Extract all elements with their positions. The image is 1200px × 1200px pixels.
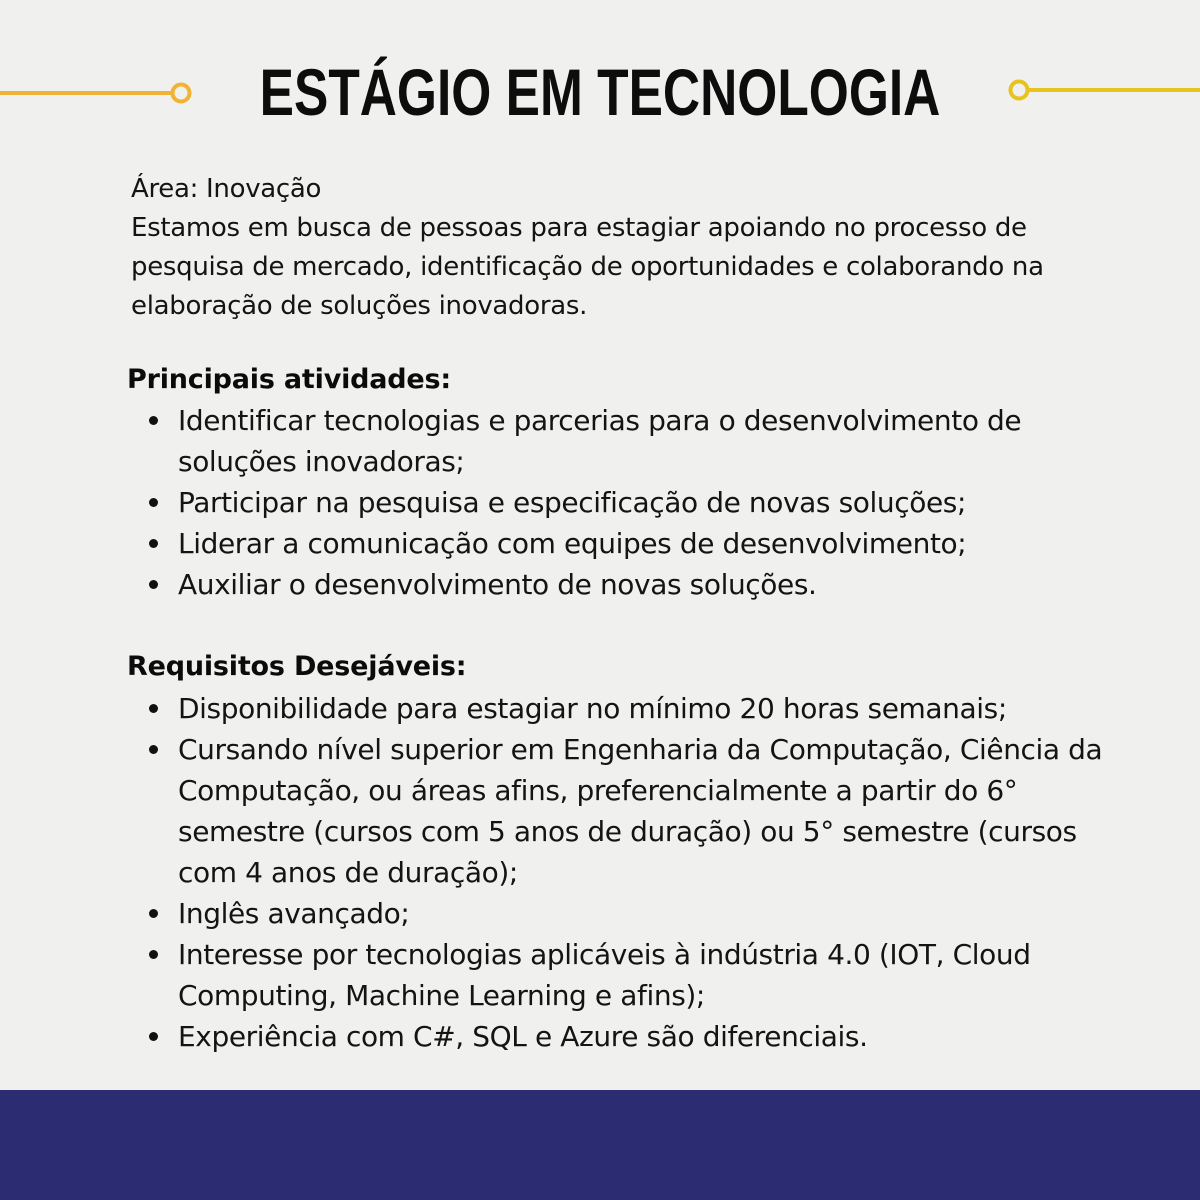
footer-band [0, 1090, 1200, 1200]
activities-list [146, 400, 1106, 605]
list-item [146, 482, 1106, 523]
requirements-list [146, 688, 1106, 1057]
bullet-dot-icon [149, 704, 158, 713]
list-item [146, 1016, 1106, 1057]
list-item [146, 729, 1106, 893]
list-item-text: Experiência com C#, SQL e Azure são diferenciais. [178, 1020, 868, 1053]
bullet-dot-icon [149, 950, 158, 959]
list-item [146, 523, 1106, 564]
list-item-text: Inglês avançado; [178, 897, 410, 930]
list-item-text: Auxiliar o desenvolvimento de novas soluções. [178, 568, 817, 601]
activities-heading: Principais atividades: [127, 364, 452, 395]
list-item-text: Participar na pesquisa e especificação de novas soluções; [178, 486, 967, 519]
bullet-dot-icon [149, 416, 158, 425]
bullet-dot-icon [149, 498, 158, 507]
list-item-text: Interesse por tecnologias aplicáveis à indústria 4.0 (IOT, Cloud Computing, Machine Learning e afins); [178, 938, 1031, 1012]
page-title: ESTÁGIO EM TECNOLOGIA [259, 55, 941, 129]
bullet-dot-icon [149, 909, 158, 918]
intro-description: Estamos em busca de pessoas para estagiar apoiando no processo de pesquisa de mercado, identificação de oportunidades e colaborando na elaboração de soluções inovadoras. [131, 213, 1044, 321]
bullet-dot-icon [149, 1032, 158, 1041]
list-item [146, 934, 1106, 1016]
intro-section [131, 170, 1121, 326]
bullet-dot-icon [149, 745, 158, 754]
list-item [146, 400, 1106, 482]
list-item [146, 893, 1106, 934]
area-label: Área: Inovação [131, 174, 322, 204]
bullet-dot-icon [149, 539, 158, 548]
list-item-text: Disponibilidade para estagiar no mínimo 20 horas semanais; [178, 692, 1007, 725]
list-item-text: Identificar tecnologias e parcerias para o desenvolvimento de soluções inovadoras; [178, 404, 1022, 478]
list-item-text: Cursando nível superior em Engenharia da Computação, Ciência da Computação, ou áreas afins, preferencialmente a partir do 6° semestre (cursos com 5 anos de duração) ou 5° semestre (cursos com 4 anos de duração); [178, 733, 1103, 889]
list-item-text: Liderar a comunicação com equipes de desenvolvimento; [178, 527, 967, 560]
list-item [146, 564, 1106, 605]
requirements-heading: Requisitos Desejáveis: [127, 651, 467, 682]
header [0, 0, 1200, 170]
bullet-dot-icon [149, 580, 158, 589]
list-item [146, 688, 1106, 729]
